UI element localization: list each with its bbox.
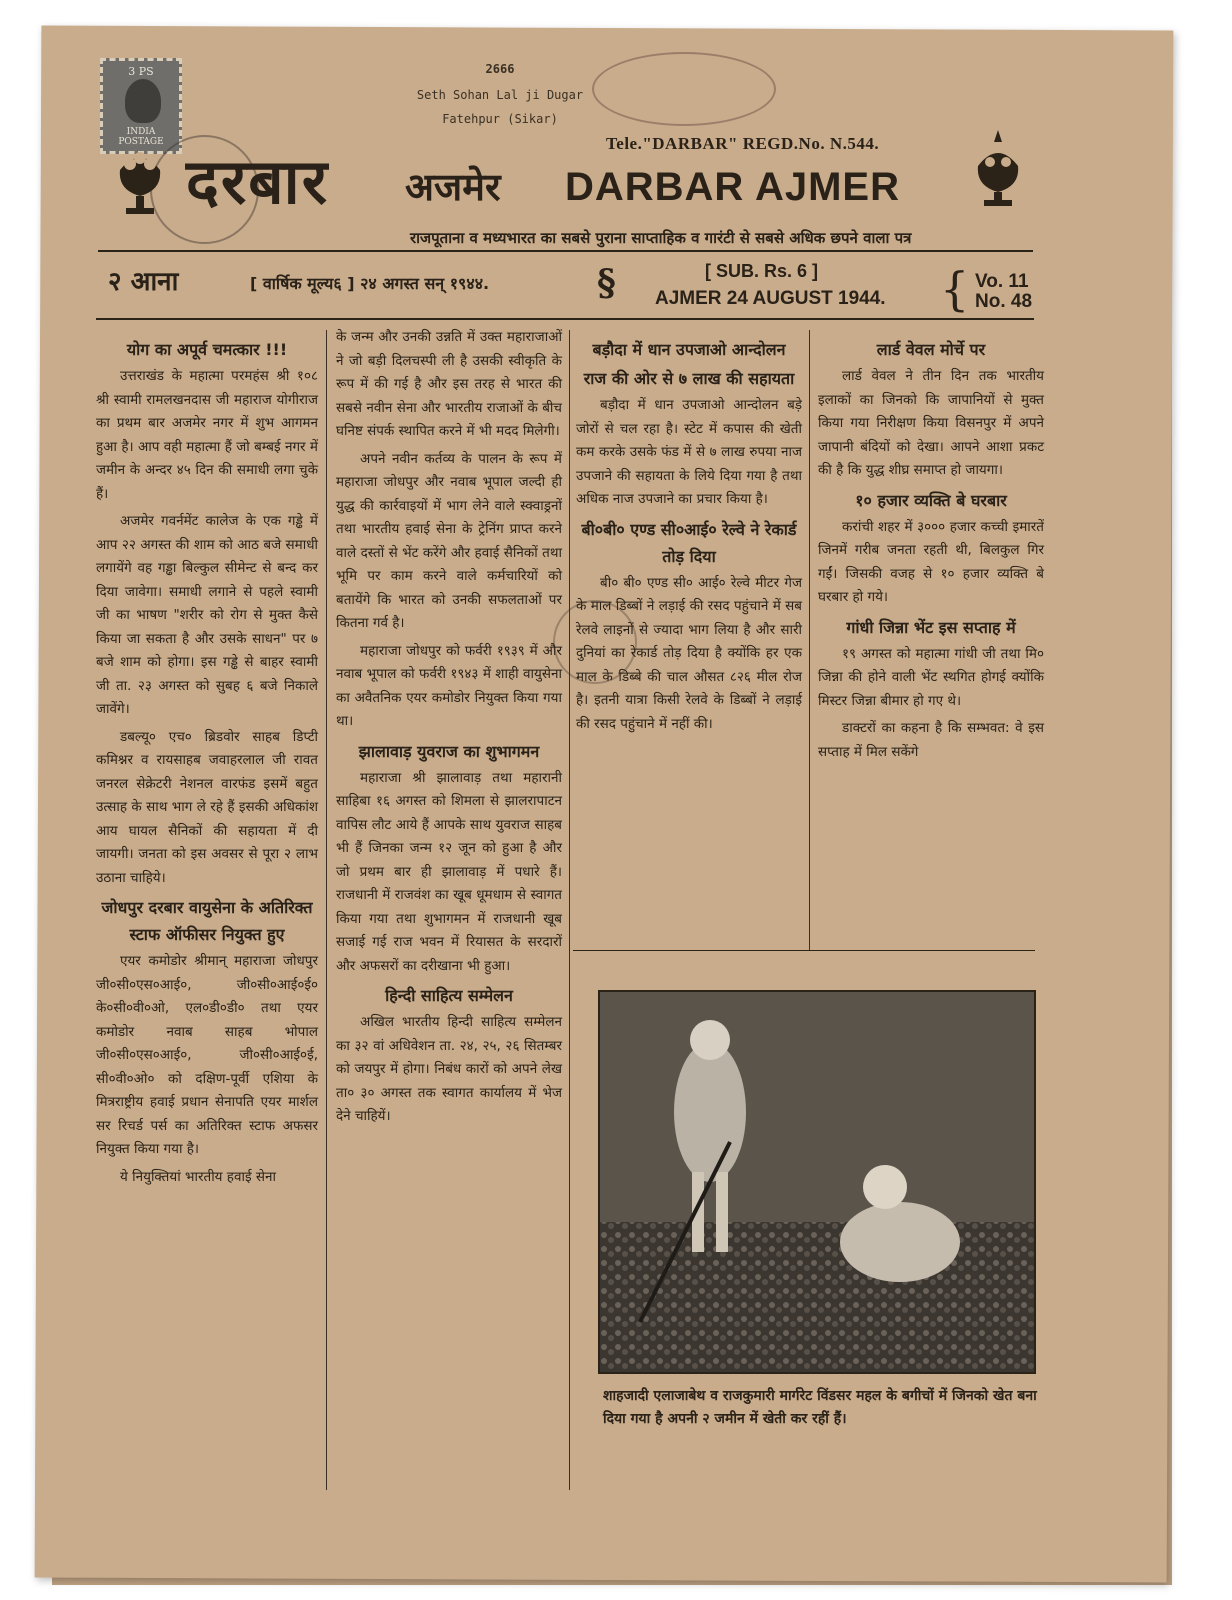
- article-heading: हिन्दी साहित्य सम्मेलन: [385, 986, 513, 1005]
- addressee-name: Seth Sohan Lal ji Dugar: [416, 88, 584, 102]
- addressee-place: Fatehpur (Sikar): [442, 112, 558, 126]
- date-english: AJMER 24 AUGUST 1944.: [655, 288, 886, 309]
- subscription: [ SUB. Rs. 6 ]: [705, 261, 819, 281]
- dateline-rule: [96, 318, 1034, 320]
- article-heading: १० हजार व्यक्ति बे घरबार: [855, 490, 1007, 510]
- masthead-rule: [98, 250, 1033, 252]
- ref-number: 2666: [485, 62, 515, 76]
- article-column-2: [336, 326, 562, 1133]
- flower-vase-icon: [968, 128, 1028, 208]
- article-paragraph: लार्ड वेवल ने तीन दिन तक भारतीय इलाकों का जिनको कि जापानियों से मुक्त किया गया निरीक्षण किया विसनपुर में अपने जापानी बंदियों को देखा। आपने आशा प्रकट की है कि युद्ध शीघ्र समाप्त हो जायगा।: [818, 368, 1044, 478]
- garden-photo-illustration: [600, 992, 1034, 1372]
- column-rule: [809, 330, 810, 950]
- article-paragraph: अपने नवीन कर्तव्य के पालन के रूप में महाराजा जोधपुर और नवाब भूपाल जल्दी ही युद्ध की कार्रवाइयों में भाग लेने वाले स्क्वाड्रनों तथा भारतीय हवाई सेना के ट्रेनिंग प्राप्त करने वाले दस्तों से भेंट करेंगे और हवाई सैनिकों तथा भूमि पर काम करने वाले कर्मचारियों को बतायेंगे कि भारत को उनकी सफलताओं पर कितना गर्व है।: [336, 450, 562, 631]
- stamp-label: INDIA POSTAGE: [118, 127, 164, 147]
- news-photo: [598, 990, 1036, 1374]
- flower-vase-icon: [110, 140, 170, 220]
- article-heading: लार्ड वेवल मोर्चे पर: [876, 340, 986, 359]
- volume: Vo. 11: [975, 271, 1029, 292]
- article-paragraph: उत्तराखंड के महात्मा परमहंस श्री १०८ श्री स्वामी रामलखनदास जी महाराज योगीराज का प्रथम बार अजमेर नगर में शुभ आगमन हुआ है। आप वही महात्मा हैं जो बम्बई नगर में जमीन के अन्दर ४५ दिन की समाधी लगा चुके हैं।: [96, 368, 318, 502]
- title-hindi-city: अजमेर: [405, 165, 501, 209]
- tagline: राजपूताना व मध्यभारत का सबसे पुराना साप्ताहिक व गारंटी से सबसे अधिक छपने वाला पत्र: [410, 229, 912, 247]
- article-paragraph: ये नियुक्तियां भारतीय हवाई सेना: [120, 1168, 277, 1185]
- article-paragraph: डबल्यू० एच० ब्रिडवोर साहब डिप्टी कमिश्नर व रायसाहब जवाहरलाल जी रावत जनरल सेक्रेटरी नेशनल वारफंड इसमें बहुत उत्साह के साथ भाग ले रहे हैं इसकी अधिकांश आय घायल सैनिकों की सहायता में दी जायगी। जनता को इस अवसर से पूरा २ लाभ उठाना चाहिये।: [96, 728, 318, 886]
- article-column-1: [96, 336, 318, 1193]
- title-english: DARBAR AJMER: [565, 165, 900, 209]
- photo-caption: शाहजादी एलाजाबेथ व राजकुमारी मार्गरेट विंडसर महल के बगीचों में जिनको खेत बना दिया गया है अपनी २ जमीन में खेती कर रहीं हैं।: [603, 1388, 1037, 1427]
- article-column-3: [576, 336, 802, 740]
- article-paragraph: अजमेर गवर्नमेंट कालेज के एक गड्ढे में आप २२ अगस्त की शाम को आठ बजे समाधी लगायेंगे वह गड्ढा बिल्कुल सीमेन्ट से बन्द कर दिया जावेगा। समाधी लगाने से पहले स्वामी जी का भाषण "शरीर को रोग से मुक्त कैसे किया जा सकता है और उसके साधन" पर ७ बजे शाम को होगा। इस गड्ढे से बाहर स्वामी जी ता. २३ अगस्त को सुबह ६ बजे निकाले जावेंगे।: [96, 513, 318, 717]
- telegram-registration: Tele."DARBAR" REGD.No. N.544.: [606, 134, 880, 153]
- king-portrait-icon: [125, 79, 161, 123]
- issue-number: No. 48: [975, 291, 1033, 312]
- article-heading: बी०बी० एण्ड सी०आई० रेल्वे ने रेकार्ड तोड़ दिया: [581, 519, 797, 566]
- article-paragraph: अखिल भारतीय हिन्दी साहित्य सम्मेलन का ३२ वां अधिवेशन ता. २४, २५, २६ सितम्बर को जयपुर में होगा। निबंध कारों को अपने लेख ता० ३० अगस्त तक स्वागत कार्यालय में भेज देने चाहियें।: [336, 1014, 562, 1124]
- annual-price-date: [ वार्षिक मूल्य६ ] २४ अगस्त सन् १९४४.: [250, 274, 490, 293]
- column-rule: [326, 330, 327, 1490]
- article-heading: झालावाड़ युवराज का शुभागमन: [358, 741, 540, 761]
- article-heading: गांधी जिन्ना भेंट इस सप्ताह में: [846, 617, 1016, 637]
- volume-number: [975, 272, 1032, 312]
- brace-divider: {: [940, 262, 970, 316]
- article-paragraph: बी० बी० एण्ड सी० आई० रेल्वे मीटर गेज के माल डिब्बों ने लड़ाई की रसद पहुंचाने में सब रेलवे लाइनों से ज्यादा भाग लिया है और सारी दुनियां का रेकार्ड तोड़ दिया है क्योंकि हर एक माल के डिब्बे की चाल औसत ८२६ मील रोज है। इतनी यात्रा किसी रेलवे के डिब्बों ने लड़ाई की रसद पहुंचाने में नहीं की।: [576, 574, 802, 732]
- article-paragraph: महाराजा श्री झालावाड़ तथा महारानी साहिबा १६ अगस्त को शिमला से झालरापाटन वापिस लौट आये हैं आपके साथ युवराज साहब भी हैं जिनका जन्म १२ जून को हुआ है और जो प्रथम बार ही झालावाड़ में पधारे हैं। राजधानी में राजवंश का खूब धूमधाम से स्वागत किया गया तथा शुभागमन में राजधानी खूब सजाई गई राज भवन में रियासत के सरदारों और अफसरों का दरीखाना भी हुआ।: [336, 769, 562, 974]
- article-paragraph: डाक्टरों का कहना है कि सम्भवत: वे इस सप्ताह में मिल सकेंगे: [818, 720, 1044, 760]
- article-column-4: [818, 336, 1044, 768]
- column-rule: [569, 330, 570, 1490]
- stamp-value: 3 PS: [128, 65, 154, 78]
- article-heading: राज की ओर से ७ लाख की सहायता: [583, 369, 795, 388]
- article-paragraph: करांची शहर में ३००० हजार कच्ची इमारतें जिनमें गरीब जनता रहती थी, बिलकुल गिर गईं। जिसकी वजह से १० हजार व्यक्ति बे घरबार हो गये।: [818, 518, 1044, 605]
- article-paragraph: एयर कमोडोर श्रीमान् महाराजा जोधपुर जी०सी०एस०आई०, जी०सी०आई०ई० के०सी०वी०ओ, एल०डी०डी० तथा एयर कमोडोर नवाब साहब भोपाल जी०सी०एस०आई०, जी०सी०आई०ई, सी०वी०ओ० को दक्षिण-पूर्वी एशिया के मित्रराष्ट्रीय हवाई प्रधान सेनापति एयर मार्शल सर रिचर्ड पर्स का अतिरिक्त स्टाफ अफसर नियुक्त किया गया है।: [96, 953, 318, 1157]
- photo-top-rule: [573, 950, 1035, 951]
- article-heading: बड़ौदा में धान उपजाओ आन्दोलन: [592, 340, 786, 359]
- article-paragraph: के जन्म और उनकी उन्नति में उक्त महाराजाओं ने जो बड़ी दिलचस्पी ली है उसकी स्वीकृति के रूप में की गई है और इस तरह से भारत की सबसे नवीन सेना और भारतीय राजाओं के बीच घनिष्ट संपर्क स्थापित करने में भी मदद मिलेगी।: [336, 329, 562, 439]
- article-paragraph: महाराजा जोधपुर को फर्वरी १९३९ में और नवाब भूपाल को फर्वरी १९४३ में शाही वायुसेना का अवैतनिक एयर कमोडोर नियुक्त किया गया था।: [336, 642, 562, 729]
- article-heading: जोधपुर दरबार वायुसेना के अतिरिक्त स्टाफ ऑफीसर नियुक्त हुए: [101, 898, 313, 944]
- title-hindi: दरबार: [186, 145, 330, 218]
- ornament-divider: §: [597, 262, 616, 304]
- article-paragraph: बड़ौदा में धान उपजाओ आन्दोलन बड़े जोरों से चल रहा है। स्टेट में कपास की खेती कम करके उसके फंड में से ७ लाख रुपया नाज उपजाने की सहायता के लिये दिया गया है तथा अधिक नाज उपजाने का प्रचार किया है।: [576, 397, 802, 507]
- article-paragraph: १९ अगस्त को महात्मा गांधी जी तथा मि० जिन्ना की होने वाली भेंट स्थगित होगई क्योंकि मिस्टर जिन्ना बीमार हो गए थे।: [818, 645, 1044, 709]
- article-heading: योग का अपूर्व चमत्कार !!!: [126, 340, 288, 359]
- price: २ आना: [108, 267, 179, 297]
